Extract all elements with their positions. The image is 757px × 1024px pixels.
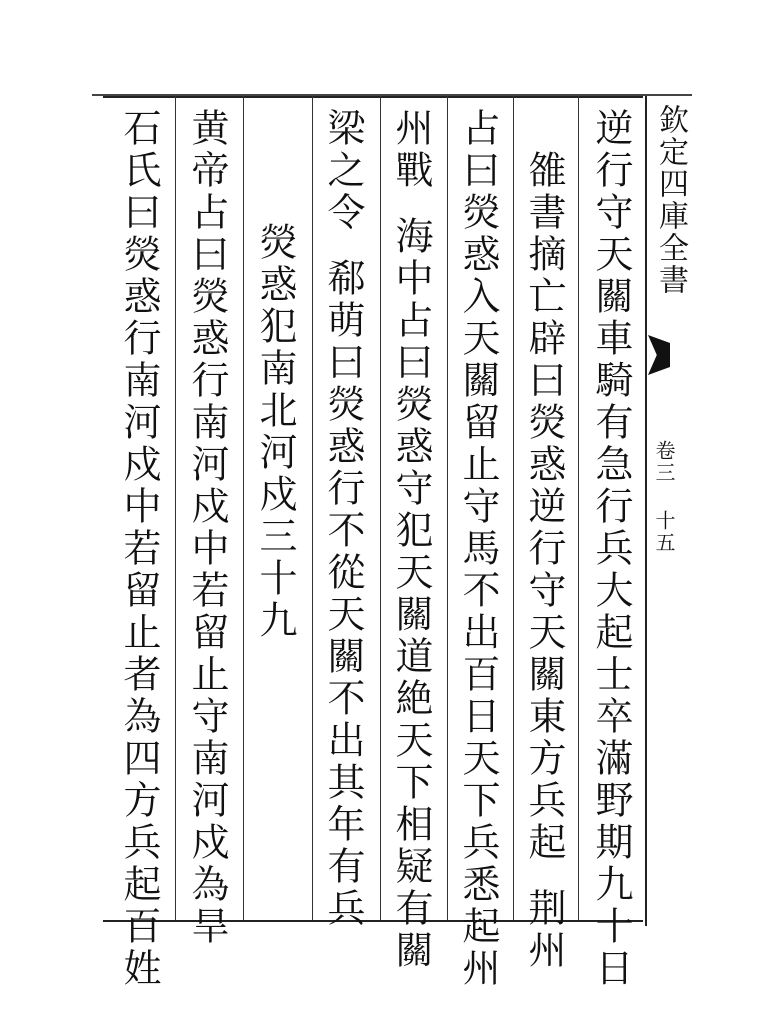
column-rule: [578, 96, 579, 920]
text-column-2: [523, 150, 565, 972]
text-column-6: [254, 222, 296, 642]
column-text: 石氏曰熒惑行南河戍中若留止者為四方兵起百姓: [117, 108, 161, 990]
text-column-7: [186, 108, 228, 948]
text-column-1: [590, 108, 632, 990]
column-text: 雒書摘亡辟曰熒惑逆行守天關東方兵起: [522, 150, 566, 864]
text-column-4: [390, 108, 432, 972]
column-text: 逆行守天關車騎有急行兵大起士卒滿野期九十日: [589, 108, 633, 990]
column-text: 梁之令: [321, 108, 365, 234]
column-rule: [447, 96, 448, 920]
column-text: 海中占曰熒惑守犯天關道絶天下相疑有關: [389, 216, 433, 972]
column-text: 州戰: [389, 108, 433, 192]
column-rule: [380, 96, 381, 920]
column-rule: [243, 96, 244, 920]
book-title: 欽定四庫全書: [653, 104, 688, 296]
column-rule: [175, 96, 176, 920]
column-text: 荆州: [522, 888, 566, 972]
text-column-8: [118, 108, 160, 990]
column-text: 郗萌曰熒惑行不從天關不出其年有兵: [321, 258, 365, 930]
column-text: 黄帝占曰熒惑行南河戍中若留止守南河戍為旱: [185, 108, 229, 948]
text-column-3: [457, 108, 499, 990]
text-column-5: [322, 108, 364, 930]
column-rule: [312, 96, 313, 920]
column-text: 占曰熒惑入天關留止守馬不出百日天下兵悉起州: [456, 108, 500, 990]
volume-page-label: 卷三 十五: [652, 440, 676, 554]
column-rule: [513, 96, 514, 920]
column-text: 熒惑犯南北河戍三十九: [253, 222, 297, 642]
